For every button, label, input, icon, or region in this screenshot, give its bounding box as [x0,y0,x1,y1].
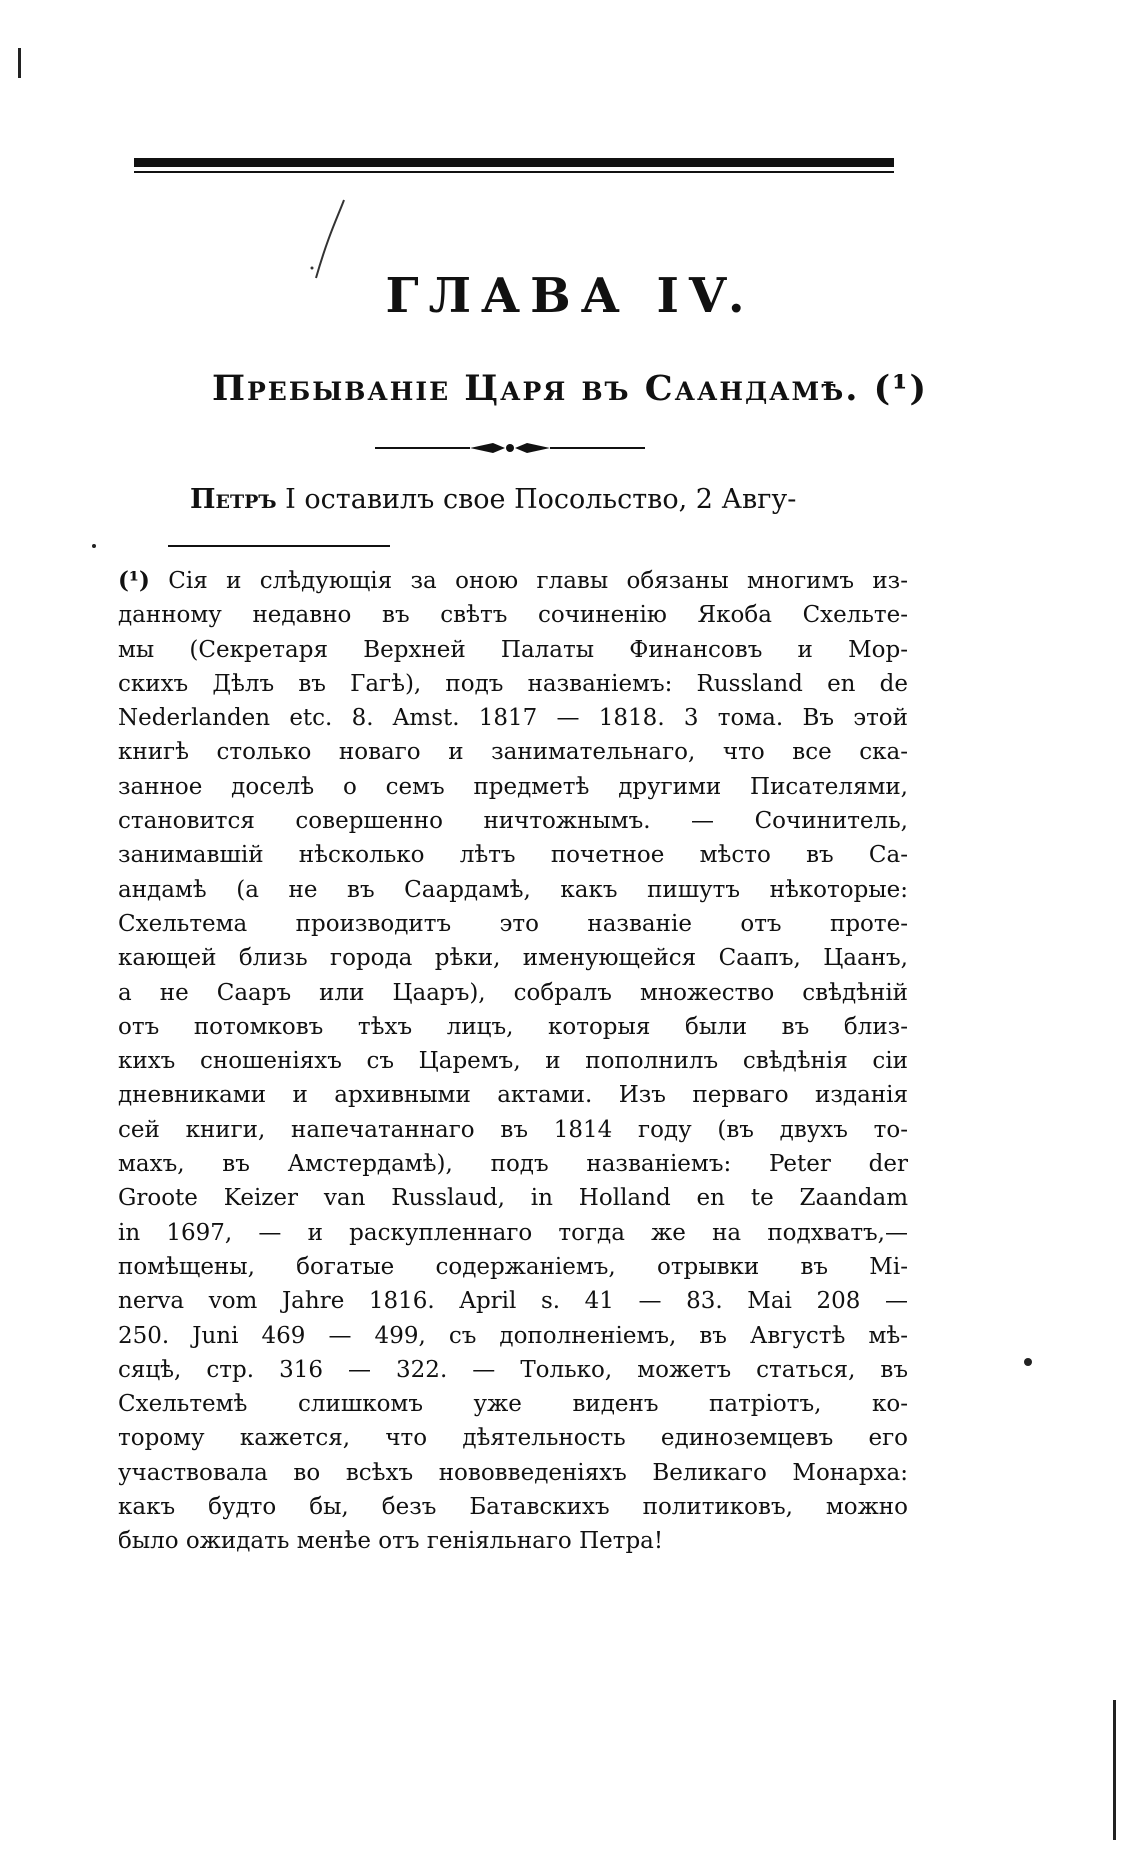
footnote-line: Groote Keizer van Russlaud, in Holland en te Zaandam [118,1185,908,1212]
footnote-line: помѣщены, богатые содержаніемъ, отрывки въ Mi- [118,1253,908,1280]
footnote-line: андамѣ (а не въ Саардамѣ, какъ пишутъ нѣкоторые: [118,876,908,903]
footnote-line: nerva vom Jahre 1816. April s. 41 — 83. Mai 208 — [118,1288,908,1315]
footnote-line: отъ потомковъ тѣхъ лицъ, которыя были въ близ- [118,1013,908,1040]
footnote-line: мы (Секретаря Верхней Палаты Финансовъ и Мор- [118,636,908,663]
footnote-line: махъ, въ Амстердамѣ), подъ названіемъ: Peter der [118,1151,908,1178]
page-edge-mark-left [18,48,21,78]
footnote-line: in 1697, — и раскупленнаго тогда же на подхватъ,— [118,1219,908,1246]
page-edge-mark-right [1113,1700,1116,1840]
footnote-line: занимавшій нѣсколько лѣтъ почетное мѣсто въ Са- [118,842,908,869]
header-rule-thick [134,158,894,167]
footnote-line: Схельтема производитъ это названіе отъ проте- [118,910,908,937]
footnote-separator [168,545,390,547]
opening-rest: I оставилъ свое Посольство, 2 Авгу- [276,484,797,515]
footnote-mark: (¹) [118,567,150,594]
footnote-line: данному недавно въ свѣтъ сочиненію Якоба Схельте- [118,602,908,629]
footnote-line: торому кажется, что дѣятельность единоземцевъ его [118,1425,908,1452]
footnote-line: Схельтемѣ слишкомъ уже виденъ патріотъ, ко- [118,1391,908,1418]
speck-left [92,544,96,548]
speck-right [1024,1358,1032,1366]
footnote-line: сяцѣ, стр. 316 — 322. — Только, можетъ статься, въ [118,1356,908,1383]
footnote-line: скихъ Дѣлъ въ Гагѣ), подъ названіемъ: Russland en de [118,670,908,697]
footnote-line: занное доселѣ о семъ предметѣ другими Писателями, [118,773,908,800]
footnote-line: дневниками и архивными актами. Изъ перваго изданія [118,1082,908,1109]
footnote-line: было ожидать менѣе отъ геніяльнаго Петра! [118,1528,664,1555]
footnote-line: какъ будто бы, безъ Батавскихъ политиковъ, можно [118,1494,908,1521]
ornament-divider [375,438,645,458]
footnote-line: а не Сааръ или Цааръ), собралъ множество свѣдѣній [118,979,908,1006]
footnote-line: кихъ сношеніяхъ съ Царемъ, и пополнилъ свѣдѣнія сіи [118,1048,908,1075]
footnote-line: книгѣ столько новаго и занимательнаго, что все ска- [118,739,908,766]
footnote [118,564,908,1559]
footnote-line: 250. Juni 469 — 499, съ дополненіемъ, въ Августѣ мѣ- [118,1322,908,1349]
chapter-subtitle: Пребываніе Царя въ Саандамѣ. (¹) [211,368,929,409]
opening-text-line [190,484,910,515]
footnote-line: становится совершенно ничтожнымъ. — Сочинитель, [118,808,908,835]
footnote-line: участвовала во всѣхъ нововведеніяхъ Великаго Монарха: [118,1459,908,1486]
footnote-line-text: Сія и слѣдующія за оною главы обязаны многимъ из- [168,568,909,594]
opening-name: Петръ [190,484,277,515]
footnote-line: сей книги, напечатаннаго въ 1814 году (въ двухъ то- [118,1116,908,1143]
footnote-line [118,564,908,598]
header-rule [134,158,894,173]
footnote-line: кающей близь города рѣки, именующейся Саапъ, Цаанъ, [118,945,908,972]
header-rule-thin [134,171,894,173]
footnote-line: Nederlanden etc. 8. Amst. 1817 — 1818. 3 тома. Въ этой [118,705,908,732]
chapter-title: ГЛАВА IV. [385,268,755,324]
